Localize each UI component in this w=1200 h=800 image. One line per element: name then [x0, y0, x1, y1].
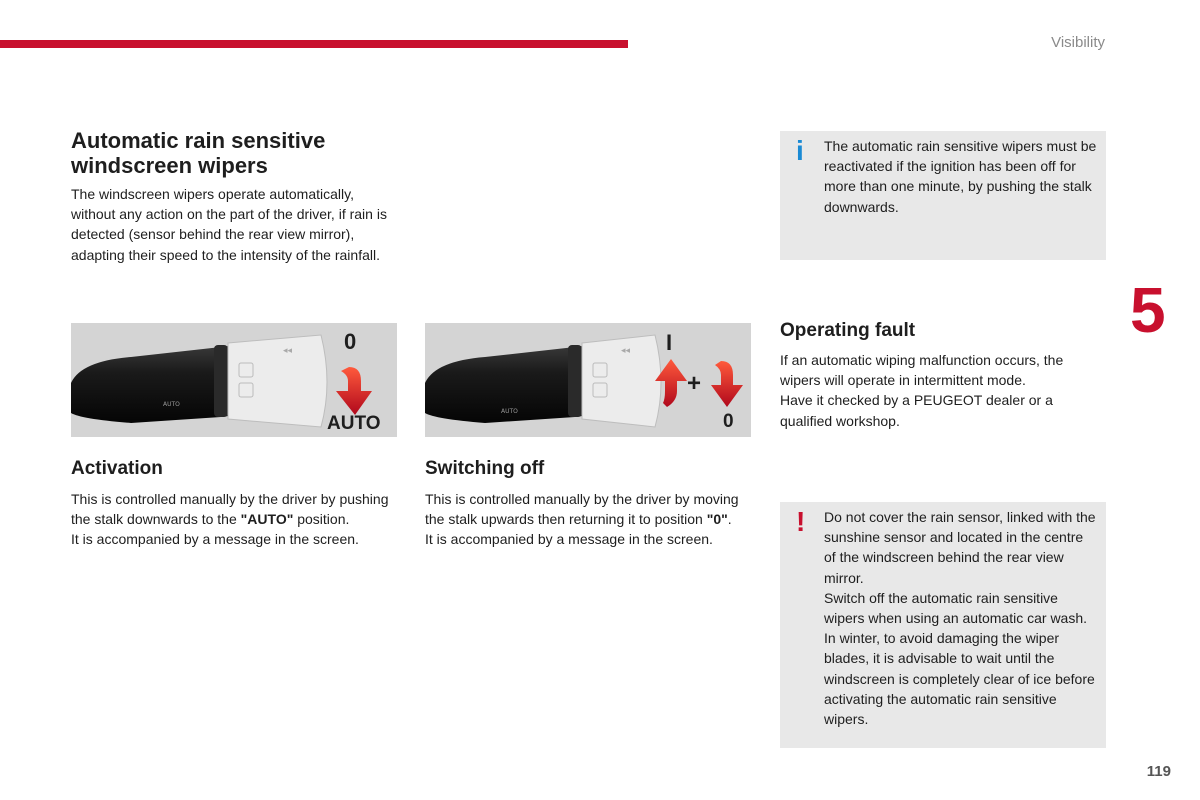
- switching-off-heading: Switching off: [425, 458, 545, 479]
- activation-paragraph: This is controlled manually by the driver by pushing the stalk downwards to the "AUTO" position.: [71, 491, 389, 528]
- plus-label: +: [687, 370, 702, 397]
- activation-illustration: [71, 323, 397, 437]
- stalk-tip: [228, 335, 327, 427]
- switching-off-section: [425, 458, 755, 550]
- svg-text:◂◂: ◂◂: [283, 346, 293, 356]
- intro-paragraph: The windscreen wipers operate automatically, without any action on the part of the driver, if rain is detected (sensor behind the rear view mirror), adapting their speed to the intensity of the rainfall.: [71, 186, 387, 263]
- operating-fault-paragraph: If an automatic wiping malfunction occurs, the wipers will operate in intermittent mode.: [780, 352, 1064, 389]
- stalk-ring: [214, 345, 228, 417]
- switching-off-paragraph: This is controlled manually by the driver by moving the stalk upwards then returning it to position "0".: [425, 491, 739, 528]
- svg-text:AUTO: AUTO: [163, 401, 180, 408]
- main-title: [71, 128, 401, 178]
- activation-heading: Activation: [71, 458, 163, 479]
- warning-note: [780, 502, 1106, 748]
- operating-fault-heading: Operating fault: [780, 320, 916, 341]
- wiper-stalk: [71, 345, 236, 423]
- info-note: [780, 131, 1106, 260]
- arrow-down-icon: [336, 367, 372, 415]
- chapter-number: 5: [1130, 274, 1166, 346]
- operating-fault-section: [780, 320, 1106, 431]
- warning-note-text: [824, 507, 1098, 729]
- activation-message-note: It is accompanied by a message in the screen.: [71, 531, 359, 548]
- position-0-label: 0: [723, 411, 734, 432]
- header-accent-bar: [0, 40, 628, 48]
- page-number: 119: [1146, 763, 1171, 780]
- warning-text-winter: In winter, to avoid damaging the wiper blades, it is advisable to wait until the windscreen is completely clear of ice before activating the automatic rain sensitive wipers.: [824, 630, 1095, 728]
- svg-text:◂◂: ◂◂: [621, 346, 631, 356]
- position-i-label: I: [666, 330, 673, 355]
- switching-off-message-note: It is accompanied by a message in the screen.: [425, 531, 713, 548]
- intro-text-block: [71, 184, 401, 265]
- warning-text-car-wash: Switch off the automatic rain sensitive wipers when using an automatic car wash.: [824, 589, 1088, 627]
- info-icon: i: [796, 135, 804, 166]
- title-line-2: windscreen wipers: [71, 153, 268, 178]
- warning-text-sensor: Do not cover the rain sensor, linked with the sunshine sensor and located in the centre of the windscreen behind the rear view mirror.: [824, 509, 1096, 586]
- title-line-1: Automatic rain sensitive: [71, 128, 326, 153]
- info-note-text: The automatic rain sensitive wipers must be reactivated if the ignition has been off for more than one minute, by pushing the stalk downwards.: [824, 138, 1097, 215]
- stalk-ring: [568, 345, 582, 417]
- activation-section: [71, 458, 401, 550]
- switching-off-illustration: [425, 323, 751, 437]
- auto-label: AUTO: [327, 413, 381, 434]
- section-label: Visibility: [1051, 34, 1105, 51]
- position-0-label: 0: [344, 329, 357, 354]
- arrow-down-icon: [711, 361, 743, 407]
- operating-fault-dealer-text: Have it checked by a PEUGEOT dealer or a qualified workshop.: [780, 392, 1053, 429]
- warning-icon: !: [796, 506, 806, 537]
- svg-text:AUTO: AUTO: [501, 408, 518, 415]
